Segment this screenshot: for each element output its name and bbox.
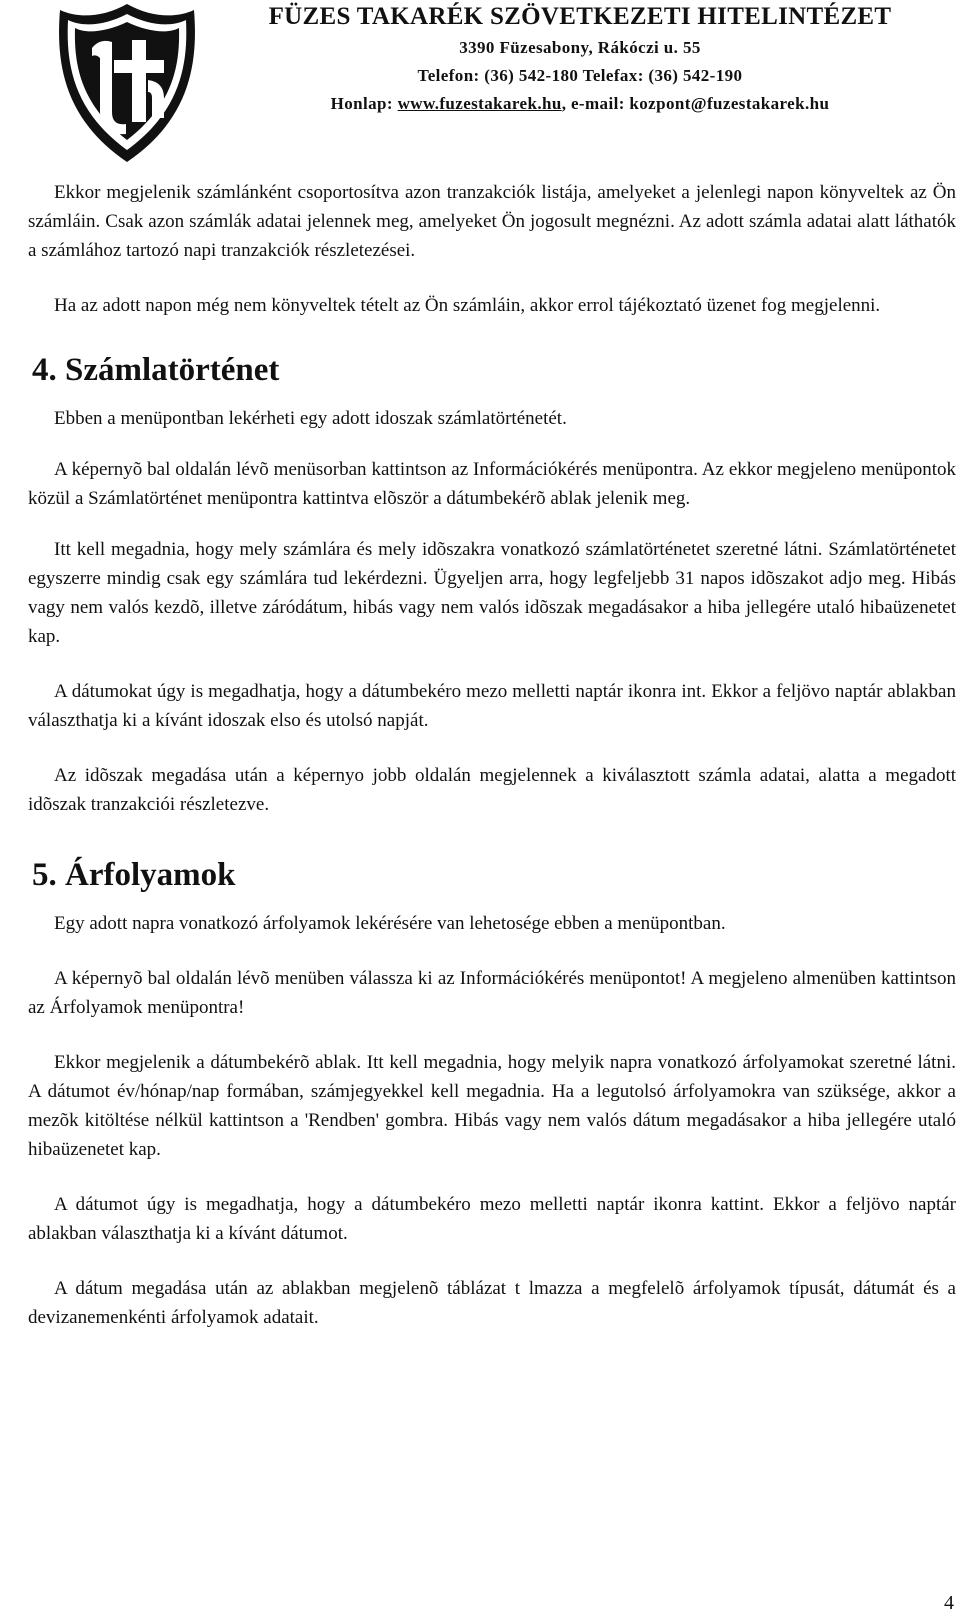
- shield-cross-logo-icon: [52, 0, 202, 168]
- section-heading: 5. Árfolyamok: [32, 857, 236, 893]
- paragraph: A képernyõ bal oldalán lévõ menüben válassza ki az Információkérés menüpontot! A megjeleno almenüben kattintson az Árfolyamok menüpontra!: [28, 968, 956, 1018]
- org-web-email: [210, 90, 950, 118]
- paragraph: A dátumokat úgy is megadhatja, hogy a dátumbekéro mezo melletti naptár ikonra int. Ekkor a feljövo naptár ablakban választhatja ki a kívánt idoszak elso és utolsó napját.: [28, 681, 956, 731]
- paragraph: Ha az adott napon még nem könyveltek tételt az Ön számláin, akkor errol tájékoztató üzenet fog megjelenni.: [54, 295, 881, 316]
- paragraph: Egy adott napra vonatkozó árfolyamok lekérésére van lehetosége ebben a menüpontban.: [54, 913, 726, 934]
- paragraph: A képernyõ bal oldalán lévõ menüsorban kattintson az Információkérés menüpontra. Az ekkor megjeleno menüpontok közül a Számlatörténet menüpontra kattintva elõször a dátumbekérõ ablak jelenik meg.: [28, 459, 956, 509]
- org-phone: Telefon: (36) 542-180 Telefax: (36) 542-190: [417, 66, 743, 85]
- paragraph: Itt kell megadnia, hogy mely számlára és mely idõszakra vonatkozó számlatörténetet szeretné látni. Számlatörténetet egyszerre mindig csak egy számlára tud lekérdezni. Ügyeljen arra, hogy legfeljebb 31 napos idõszakot adjo meg. Hibás vagy nem valós kezdõ, illetve záródátum, hibás vagy nem valós idõszak megadásakor a hiba jellegére utaló hibaüzenetet kap.: [28, 539, 956, 647]
- paragraph: Az idõszak megadása után a képernyo jobb oldalán megjelennek a kiválasztott számla adatai, alatta a megadott idõszak tranzakciói részletezve.: [28, 765, 956, 815]
- document-body: [28, 178, 956, 1332]
- web-label: Honlap:: [330, 94, 398, 113]
- paragraph: A dátumot úgy is megadhatja, hogy a dátumbekéro mezo melletti naptár ikonra kattint. Ekkor a feljövo naptár ablakban választhatja ki a kívánt dátumot.: [28, 1194, 956, 1244]
- paragraph: A dátum megadása után az ablakban megjelenõ táblázat t lmazza a megfelelõ árfolyamok típusát, dátumát és a devizanemenkénti árfolyamok adatait.: [28, 1278, 956, 1328]
- email-text: , e-mail: kozpont@fuzestakarek.hu: [561, 94, 830, 113]
- paragraph: Ekkor megjelenik számlánként csoportosítva azon tranzakciók listája, amelyeket a jelenlegi napon könyveltek az Ön számláin. Csak azon számlák adatai jelennek meg, amelyeket Ön jogosult megnézni. Az adott számla adatai alatt láthatók a számlához tartozó napi tranzakciók részletezései.: [28, 182, 956, 261]
- org-name: FÜZES TAKARÉK SZÖVETKEZETI HITELINTÉZET: [268, 3, 892, 30]
- letterhead: [210, 0, 950, 118]
- org-address: 3390 Füzesabony, Rákóczi u. 55: [459, 38, 701, 57]
- paragraph: Ekkor megjelenik a dátumbekérõ ablak. Itt kell megadnia, hogy melyik napra vonatkozó árfolyamokat szeretné látni. A dátumot év/hónap/nap formában, számjegyekkel kell megadnia. Ha a legutolsó árfolyamokra van szüksége, akkor a mezõk kitöltése nélkül kattintson a 'Rendben' gombra. Hibás vagy nem valós dátum megadásakor a hiba jellegére utaló hibaüzenetet kap.: [28, 1052, 956, 1160]
- website-link[interactable]: www.fuzestakarek.hu: [397, 94, 562, 113]
- page-number: 4: [944, 1592, 954, 1614]
- section-heading: 4. Számlatörténet: [32, 352, 280, 388]
- paragraph: Ebben a menüpontban lekérheti egy adott idoszak számlatörténetét.: [54, 408, 567, 429]
